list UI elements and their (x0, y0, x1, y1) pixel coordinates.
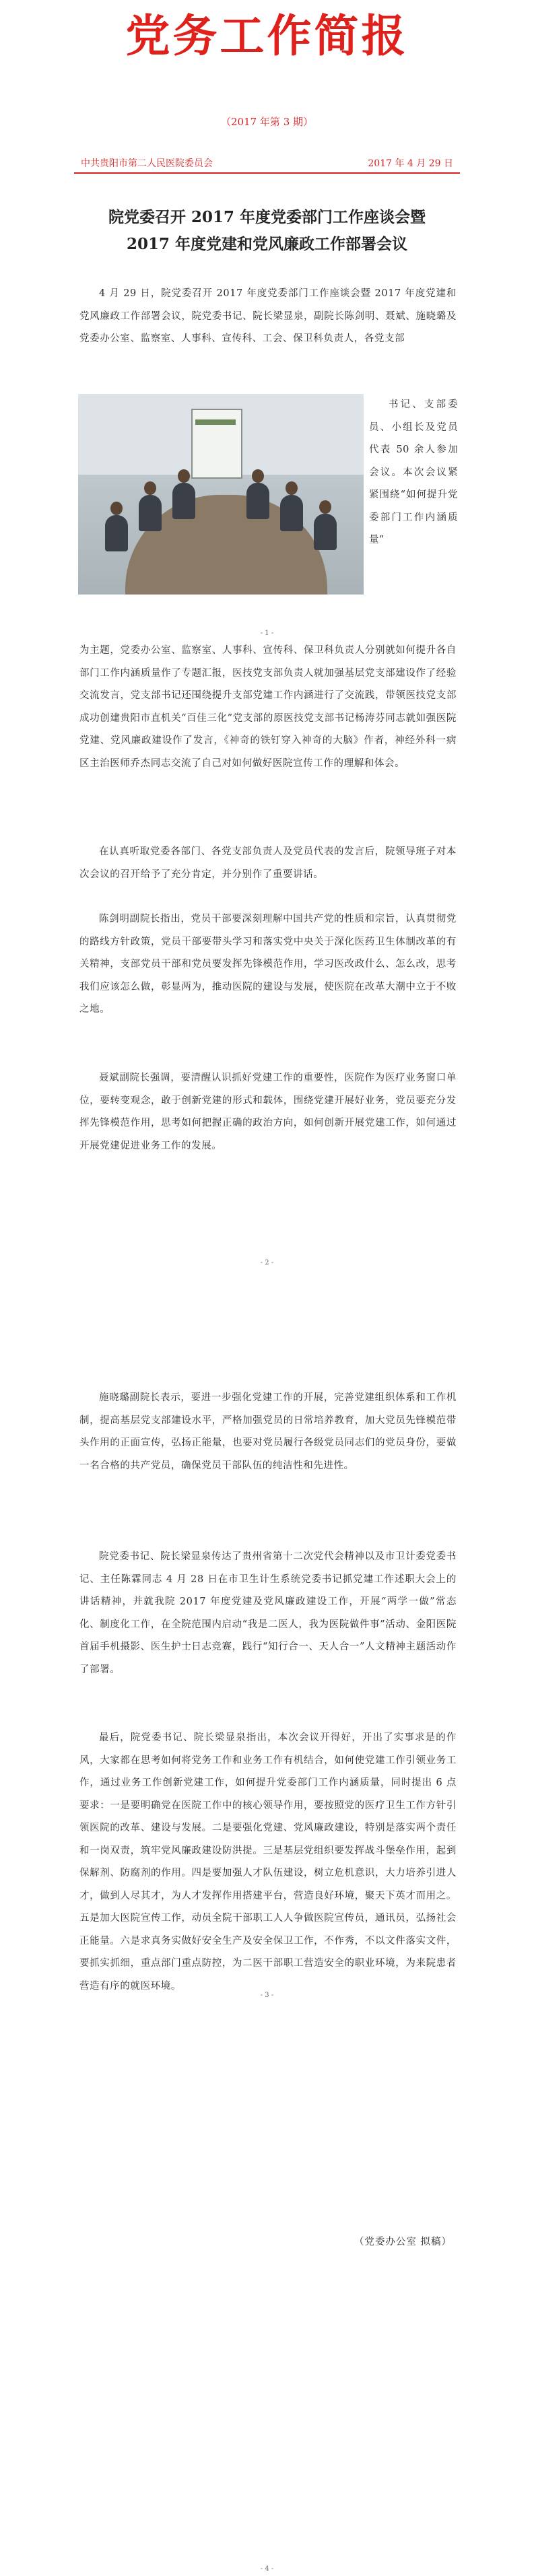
paragraph-6: 施晓璐副院长表示，要进一步强化党建工作的开展，完善党建组织体系和工作机制，提高基层党支部建设水平，严格加强党员的日常培养教育，加大党员先锋模范带头作用的正面宣传，弘扬正能量，也要对党员履行各级党员同志们的党员身份，要做一名合格的共产党员，确保党员干部队伍的纯洁性和先进性。 (79, 1392, 457, 1471)
issue-number: （2017 年第 3 期） (220, 116, 314, 128)
attendee-head (319, 500, 331, 514)
paragraph-8: 最后，院党委书记、院长梁显泉指出，本次会议开得好，开出了实事求是的作风，大家都在思考如何将党务工作和业务工作有机结合，如何使党建工作引领业务工作，通过业务工作创新党建工作，如何提升党委部门工作内涵质量，同时提出 6 点要求：一是要明确党在医院工作中的核心领导作用，要按照党的医疗卫生工作方针引领医院的改革、建设与发展。二是要强化党建、党风廉政建设，特别是落实两个责任和一岗双责，筑牢党风廉政建设防洪提。三是基层党组织要发挥战斗堡垒作用，起到保解剂、防腐剂的作用。四是要加强人才队伍建设，树立危机意识，大力培养引进人才，做到人尽其才，为人才发挥作用搭建平台，营造良好环境，聚天下英才而用之。五是加大医院宣传工作，动员全院干部职工人人争做医院宣传员，通讯员，弘扬社会正能量。六是求真务实做好安全生产及安全保卫工作，不作秀，不以文件落实文件，要抓实抓细，重点部门重点防控，为二医干部职工营造安全的职业环境，为来院患者营造有序的就医环境。 (79, 1732, 457, 1992)
attendee (139, 495, 162, 531)
intro-continuation: 书记、支部委员、小组长及党员代表 50 余人参加会议。本次会议紧紧围绕“如何提升党委部门工作内涵质量” (369, 399, 458, 545)
attendee-head (252, 469, 264, 483)
paragraph-5: 聂斌副院长强调，要清醒认识抓好党建工作的重要性，医院作为医疗业务窗口单位，要转变观念，敢于创新党建的形式和载体，围绕党建开展好业务，党员要充分发挥先锋模范作用，思考如何把握正确的政治方向，如何创新开展党建工作，如何通过开展党建促进业务工作的发展。 (79, 1073, 457, 1151)
attendee (105, 515, 128, 551)
article-title-line-2: 2017 年度党建和党风廉政工作部署会议 (126, 235, 408, 253)
masthead-title: 党务工作简报 (125, 10, 409, 62)
attendee-head (178, 469, 190, 483)
attendee (314, 514, 337, 550)
paragraph-4: 陈剑明副院长指出，党员干部要深刻理解中国共产党的性质和宗旨，认真贯彻党的路线方针政策，党员干部要带头学习和落实党中央关于深化医药卫生体制改革的有关精神，支部党员干部和党员要发挥先锋模范作用，学习医改政什么、怎么改，思考我们应该怎么做，彰显两为，推动医院的建设与发展，使医院在改革大潮中立于不败之地。 (79, 914, 457, 1015)
article-title-line-1: 院党委召开 2017 年度党委部门工作座谈会暨 (108, 208, 426, 226)
page-number: - 4 - (260, 2565, 274, 2573)
paragraph-7: 院党委书记、院长梁显泉传达了贵州省第十二次党代会精神以及市卫计委党委书记、主任陈霖同志 4 月 28 日在市卫生计生系统党委书记抓党建工作述职大会上的讲话精神，并就我院 2017 年度党建及党风廉政建设工作，开展“两学一做”常态化、制度化工作，在全院范围内启动“我是二医人，我为医院做件事”活动、金阳医院首届手机摄影、医生护士日志竞赛，践行“知行合一、天人合一”人文精神主题活动作了部署。 (79, 1551, 457, 1675)
page-number: - 3 - (260, 1992, 274, 1999)
page-number: - 1 - (260, 630, 274, 637)
attendee-head (110, 502, 123, 515)
attendee (280, 495, 303, 531)
header-divider (74, 172, 460, 174)
page-number: - 2 - (260, 1259, 274, 1266)
drafting-office-signature: （党委办公室 拟稿） (354, 2237, 452, 2247)
intro-paragraph: 4 月 29 日，院党委召开 2017 年度党委部门工作座谈会暨 2017 年度党建和党风廉政工作部署会议，院党委书记、院长梁显泉，副院长陈剑明、聂斌、施晓璐及党委办公室、监察室、人事科、宣传科、工会、保卫科负责人，各党支部 (79, 288, 457, 344)
screen-banner (195, 419, 236, 425)
attendee-head (144, 481, 156, 495)
attendee (172, 483, 195, 519)
paragraph-3: 在认真听取党委各部门、各党支部负责人及党员代表的发言后，院领导班子对本次会议的召开给予了充分肯定，并分别作了重要讲话。 (79, 846, 457, 880)
attendee (246, 483, 269, 519)
issue-date: 2017 年 4 月 29 日 (368, 158, 453, 169)
issuing-organization: 中共贵阳市第二人民医院委员会 (81, 158, 213, 169)
paragraph-2: 为主题，党委办公室、监察室、人事科、宣传科、保卫科负责人分别就如何提升各自部门工作内涵质量作了专题汇报，医技党支部负责人就加强基层党支部建设作了经验交流发言，党支部书记还围绕提升支部党建工作内涵进行了交流践，带领医技党支部成功创建贵阳市直机关“百佳三化”党支部的原医技党支部书记杨涛芬同志就如强医院党建、党风廉政建设作了发言，《神奇的铁钉穿入神奇的大脑》作者，神经外科一病区主治医师乔杰同志交流了自己对如何做好医院宣传工作的理解和体会。 (79, 645, 457, 769)
attendee-head (286, 481, 298, 495)
meeting-photo (78, 394, 364, 595)
